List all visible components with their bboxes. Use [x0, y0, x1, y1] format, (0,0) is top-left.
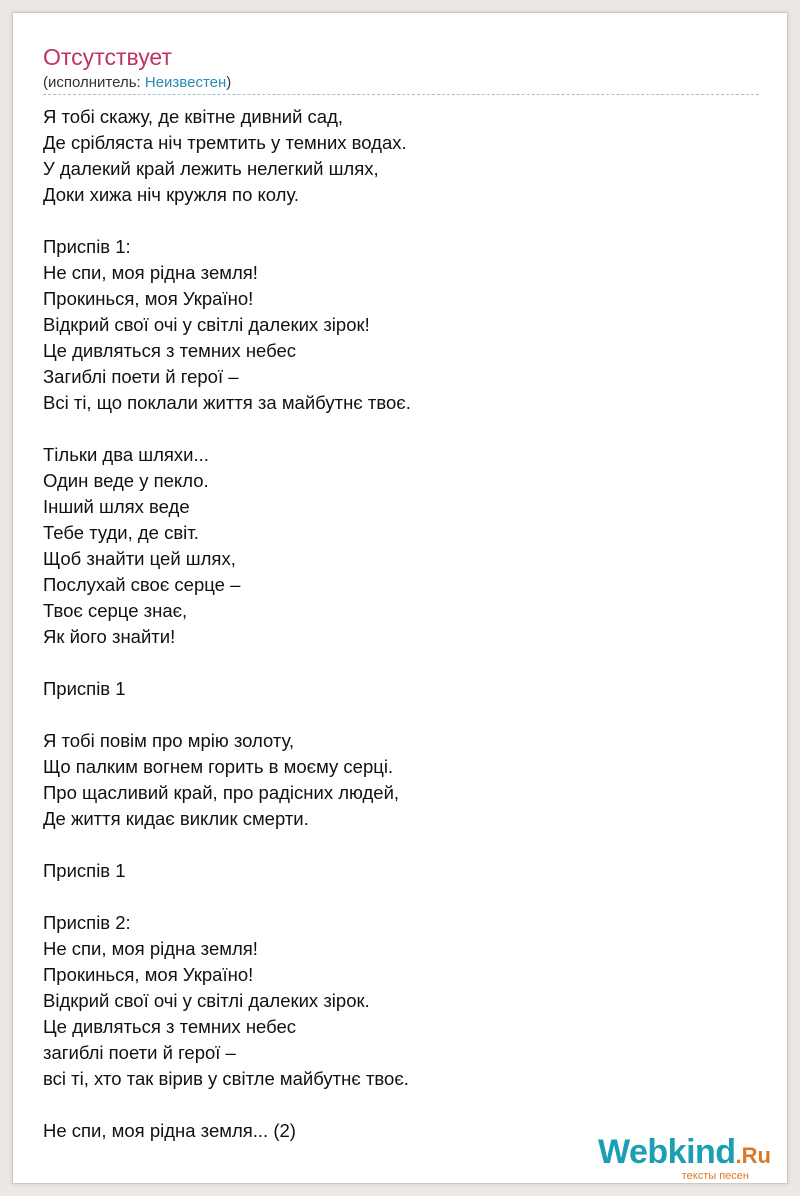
lyric-line: Де срібляста ніч тремтить у темних водах. — [43, 132, 407, 153]
lyric-line: Де життя кидає виклик смерти. — [43, 808, 309, 829]
artist-link[interactable]: Неизвестен — [144, 74, 227, 91]
lyric-line: Тебе туди, де світ. — [43, 522, 199, 543]
lyric-line: Не спи, моя рідна земля... (2) — [43, 1120, 296, 1141]
lyric-line: Один веде у пекло. — [43, 470, 209, 491]
lyric-line: Відкрий свої очі у світлі далеких зірок. — [43, 990, 370, 1011]
lyric-line: Приспів 1 — [43, 678, 126, 699]
stanza-gap — [43, 884, 411, 910]
lyrics-text — [43, 104, 411, 1144]
lyric-line: Це дивляться з темних небес — [43, 340, 297, 361]
lyric-line: Послухай своє серце – — [43, 574, 241, 595]
webkind-logo[interactable] — [598, 1135, 771, 1169]
lyric-line: Тільки два шляхи... — [43, 444, 209, 465]
lyric-line: Не спи, моя рідна земля! — [43, 938, 258, 959]
lyric-line: Приспів 1 — [43, 860, 126, 881]
lyric-line: Інший шлях веде — [43, 496, 190, 517]
header-divider — [43, 94, 759, 95]
logo-main-text: Webkind — [598, 1133, 736, 1171]
lyric-line: Що палким вогнем горить в моєму серці. — [43, 756, 394, 777]
lyric-line: Твоє серце знає, — [43, 600, 188, 621]
stanza-gap — [43, 208, 411, 234]
lyric-line: Щоб знайти цей шлях, — [43, 548, 236, 569]
lyric-line: Це дивляться з темних небес — [43, 1016, 297, 1037]
lyric-line: Прокинься, моя Україно! — [43, 964, 254, 985]
song-title: Отсутствует — [43, 44, 172, 70]
lyric-line: Всі ті, що поклали життя за майбутнє твоє. — [43, 392, 411, 413]
lyric-line: Як його знайти! — [43, 626, 176, 647]
artist-prefix: (исполнитель: — [43, 74, 145, 91]
lyrics-page — [12, 12, 788, 1184]
logo-tagline: тексты песен — [681, 1170, 749, 1182]
logo-tld-text: .Ru — [735, 1143, 771, 1168]
lyric-line: Не спи, моя рідна земля! — [43, 262, 258, 283]
stanza-gap — [43, 1092, 411, 1118]
lyric-line: Я тобі скажу, де квітне дивний сад, — [43, 106, 344, 127]
artist-line — [43, 73, 231, 93]
lyric-line: загиблі поети й герої – — [43, 1042, 236, 1063]
stanza-gap — [43, 702, 411, 728]
lyric-line: У далекий край лежить нелегкий шлях, — [43, 158, 379, 179]
lyric-line: Прокинься, моя Україно! — [43, 288, 254, 309]
lyric-line: Відкрий свої очі у світлі далеких зірок! — [43, 314, 370, 335]
lyric-line: Загиблі поети й герої – — [43, 366, 239, 387]
lyric-line: Приспів 2: — [43, 912, 131, 933]
lyric-line: Про щасливий край, про радісних людей, — [43, 782, 400, 803]
stanza-gap — [43, 650, 411, 676]
artist-suffix: ) — [226, 74, 232, 91]
stanza-gap — [43, 416, 411, 442]
lyric-line: Доки хижа ніч кружля по колу. — [43, 184, 300, 205]
lyric-line: Я тобі повім про мрію золоту, — [43, 730, 295, 751]
lyric-line: Приспів 1: — [43, 236, 131, 257]
stanza-gap — [43, 832, 411, 858]
lyric-line: всі ті, хто так вірив у світле майбутнє твоє. — [43, 1068, 409, 1089]
